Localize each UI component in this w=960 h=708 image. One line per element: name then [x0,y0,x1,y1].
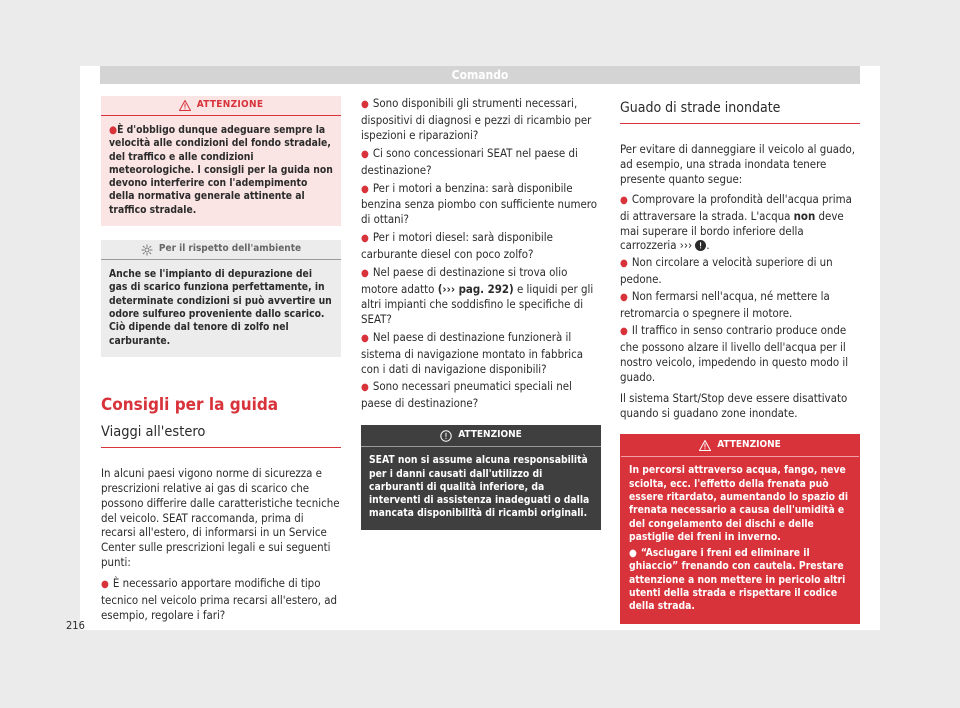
bullet-icon: ● [361,148,369,160]
startstop-paragraph: Il sistema Start/Stop deve essere disattivato quando si guadano zone inondate. [620,390,848,420]
bullet-icon: ● [109,124,118,136]
environment-text: Anche se l'impianto di depurazione dei gas di scarico funziona perfettamente, in determinate condizioni si può avvertire un odore sulfureo proveniente dallo scarico. Ciò dipende dal tenore di zolfo nel carburante. [109,268,332,347]
list-item [361,265,601,327]
bullet-icon: ● [620,292,628,304]
warning-body [101,116,341,226]
page-number: 216 [66,619,85,632]
list-item-text: Comprovare la profondità dell'acqua prima di attraversare la strada. L'acqua [620,191,852,223]
warning-bullet [629,547,851,613]
bullet-icon: ● [620,325,628,337]
list-item-text: È necessario apportare modifiche di tipo tecnico nel veicolo prima recarsi all'estero, ad esempio, regolare i fari? [101,576,338,623]
emphasis-text: non [793,208,816,223]
list-item-text: Per i motori a benzina: sarà disponibile benzina senza piombo con sufficiente numero di ottani? [361,180,598,227]
list-item-text: Sono necessari pneumatici speciali nel paese di destinazione? [361,379,572,411]
environment-header [101,240,341,260]
column-1 [101,96,341,629]
leaf-icon [141,244,153,256]
section-title: Consigli per la guida [101,394,279,415]
warning-text: È d'obbligo dunque adeguare sempre la velocità alle condizioni del fondo stradale, del traffico e alle condizioni meteorologiche. I consigli per la guida non devono interferire con l'adempimento della normativa generale attinente al traffico stradale. [109,124,333,216]
environment-box [101,240,341,357]
warning-title: ATTENZIONE [717,439,781,451]
list-item-text: Per i motori diesel: sarà disponibile carburante diesel con poco zolfo? [361,230,553,262]
attention-box [361,425,601,529]
list-item [361,230,601,262]
list-item-text: Nel paese di destinazione funzionerà il sistema di navigazione montato in fabbrica con i dati di navigazione disponibili? [361,329,584,376]
bullet-icon: ● [361,99,369,110]
warning-body [621,457,859,622]
warning-text: In percorsi attraverso acqua, fango, neve sciolta, ecc. l'effetto della frenata può essere ritardato, aumentando lo spazio di frenata necessario a causa dell'umidità e del congelamento dei dischi e delle pastiglie dei freni in inverno. [629,464,849,543]
list-item-text: deve mai superare il bordo inferiore della carrozzeria ››› [620,208,844,253]
environment-title: Per il rispetto dell'ambiente [158,243,302,255]
attention-header [361,425,601,447]
warning-reference-icon[interactable] [695,240,706,251]
page-reference-link[interactable]: (››› pag. 292) [437,281,514,296]
list-item [620,289,860,321]
list-item [101,576,341,623]
warning-triangle-icon [179,100,191,111]
list-item-text: Non fermarsi nell'acqua, né mettere la retromarcia o spegnere il motore. [620,289,830,321]
list-item [620,323,860,385]
list-item: ● Comprovare la profondità dell'acqua prima di attraversare la strada. L'acqua non deve mai superare il bordo inferiore della carrozzeria ››› . [620,191,852,253]
list-item [361,96,601,143]
attention-title: ATTENZIONE [458,429,522,441]
list-item [361,330,601,377]
bullet-icon: ● [101,579,109,591]
list-item-text: Sono disponibili gli strumenti necessari, dispositivi di diagnosi e pezzi di ricambio per ispezioni e riparazioni? [361,96,592,142]
column-2 [361,96,601,530]
list-item-text: Ci sono concessionari SEAT nel paese di destinazione? [361,145,578,177]
bullet-icon: ● [361,268,369,280]
warning-title: ATTENZIONE [196,99,264,111]
list-item [361,181,601,228]
bullet-icon: ● [361,183,369,195]
warning-triangle-icon [699,440,711,451]
subsection-title: Viaggi all'estero [101,423,341,448]
bullet-icon: ● [361,382,369,394]
bullet-icon: ● [361,332,369,344]
attention-text: SEAT non si assume alcuna responsabilità per i danni causati dall'utilizzo di carburanti di qualità inferiore, da interventi di assistenza inadeguati o dalla mancata disponibilità di ricambi originali. [369,454,590,520]
subsection-title: Guado di strade inondate [620,96,860,124]
warning-header [621,435,859,457]
warning-header [101,96,341,116]
info-icon [440,430,452,442]
bullet-icon: ● [620,258,628,270]
list-item-text: Il traffico in senso contrario produce onde che possono alzare il livello dell'acqua per il nostro veicolo, impedendo in questo modo il guado. [620,322,849,384]
list-item-text: e liquidi per gli altri impianti che soddisfino le specifiche di SEAT? [361,281,594,326]
warning-box [620,434,860,623]
bullet-icon: ● [361,233,369,245]
chapter-header: Comando [100,66,860,84]
list-item [620,255,860,287]
intro-paragraph: In alcuni paesi vigono norme di sicurezza e prescrizioni relative ai gas di scarico che possono differire dalle caratteristiche tecniche del veicolo. SEAT raccomanda, prima di recarsi all'estero, di informarsi in un Service Center sulle prescrizioni legali e sui seguenti punti: [101,465,340,570]
warning-bullet-text: “Asciugare i freni ed eliminare il ghiaccio” frenando con cautela. Prestare attenzione a non mettere in pericolo altri utenti della strada e rispettare il codice della strada. [629,547,846,613]
bullet-icon: ● [620,194,628,206]
bullet-icon: ● [629,548,637,560]
list-item [361,379,601,411]
warning-box [101,96,341,226]
list-item-text: Nel paese di destinazione si trova olio motore adatto [361,265,568,296]
column-3 [620,96,860,624]
list-item [361,146,601,178]
list-item-text: Non circolare a velocità superiore di un pedone. [620,255,833,287]
intro-paragraph: Per evitare di danneggiare il veicolo al guado, ad esempio, una strada inondata tenere presente quanto segue: [620,142,856,186]
